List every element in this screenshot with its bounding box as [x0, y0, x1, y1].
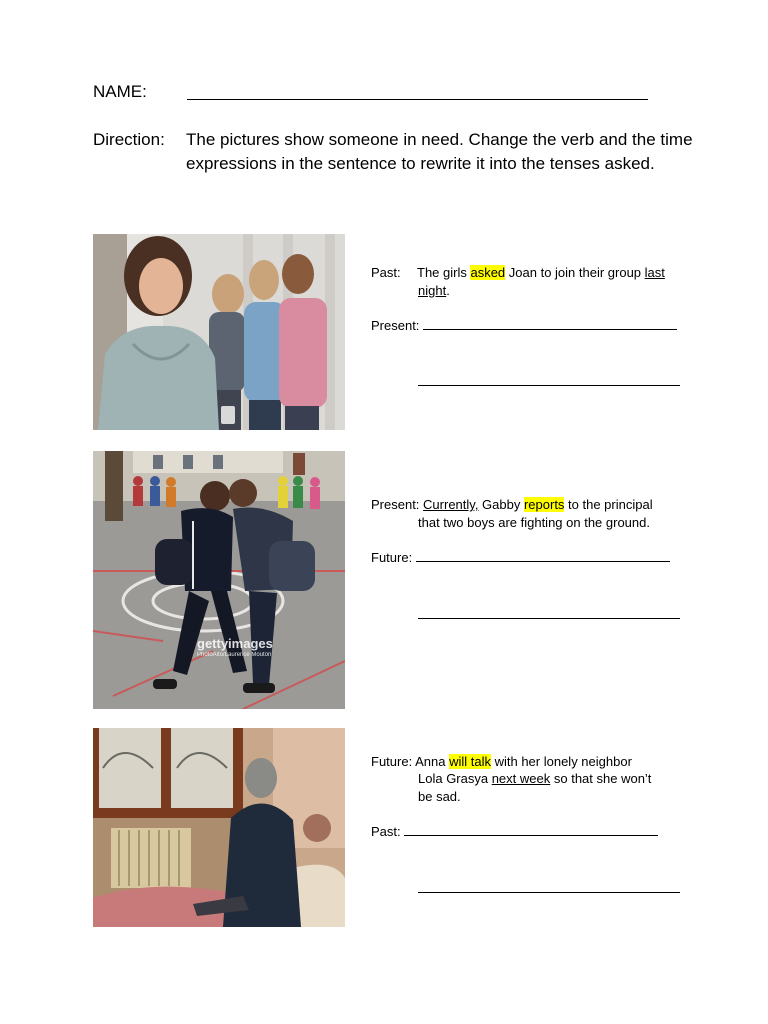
watermark-main: gettyimages: [197, 636, 273, 651]
item3-given-sentence-line2: Lola Grasya next week so that she won’t: [418, 771, 652, 786]
item3-given-sentence-line3: be sad.: [418, 789, 461, 804]
item2-time-expression: Currently,: [423, 497, 479, 512]
item3-time-expression: next week: [491, 771, 551, 786]
direction-label: Direction:: [93, 130, 165, 149]
picture-girl-excluded: [93, 234, 345, 430]
item2-answer-blank-2[interactable]: [418, 618, 680, 619]
item1-given-sentence-line2: night.: [418, 283, 450, 298]
direction-text: The pictures show someone in need. Change the verb and the time expressions in the sentence to rewrite it into the tenses asked.: [186, 130, 693, 173]
item2-verb-highlight: reports: [523, 497, 565, 512]
item1-verb-highlight: asked: [470, 265, 506, 280]
item3-verb-highlight: will talk: [449, 754, 491, 769]
item1-answer-label: Present:: [371, 318, 420, 333]
item1-given-label: Past:: [371, 265, 401, 280]
item1-answer-blank[interactable]: [423, 317, 677, 330]
item2-given-sentence-line2: that two boys are fighting on the ground.: [418, 515, 650, 530]
picture-elderly-woman: [93, 728, 345, 927]
item3-answer-label: Past:: [371, 824, 401, 839]
picture-boys-fighting: [93, 451, 345, 709]
item2-given-label: Present:: [371, 497, 420, 512]
item3-given-sentence: Future: Anna will talk with her lonely neighbor: [371, 754, 632, 769]
item2-answer-row: [371, 549, 670, 567]
name-blank-line[interactable]: [187, 99, 648, 100]
item3-answer-blank-2[interactable]: [418, 892, 680, 893]
item2-answer-label: Future:: [371, 550, 413, 565]
item3-answer-row: [371, 823, 658, 841]
item1-answer-blank-2[interactable]: [418, 385, 680, 386]
item3-answer-blank[interactable]: [404, 823, 658, 836]
item2-given-sentence: Present: Currently, Gabby reports to the principal: [371, 497, 653, 512]
watermark-credit: PhotoAlto/Laurence Mouton: [197, 652, 272, 658]
item3-given-label: Future:: [371, 754, 413, 769]
name-label: NAME:: [93, 82, 147, 101]
item1-time-expression: last: [644, 265, 665, 280]
item1-answer-row: [371, 317, 677, 335]
item2-answer-blank[interactable]: [416, 549, 670, 562]
item1-given-sentence: Past: The girls asked Joan to join their group last: [371, 265, 665, 280]
